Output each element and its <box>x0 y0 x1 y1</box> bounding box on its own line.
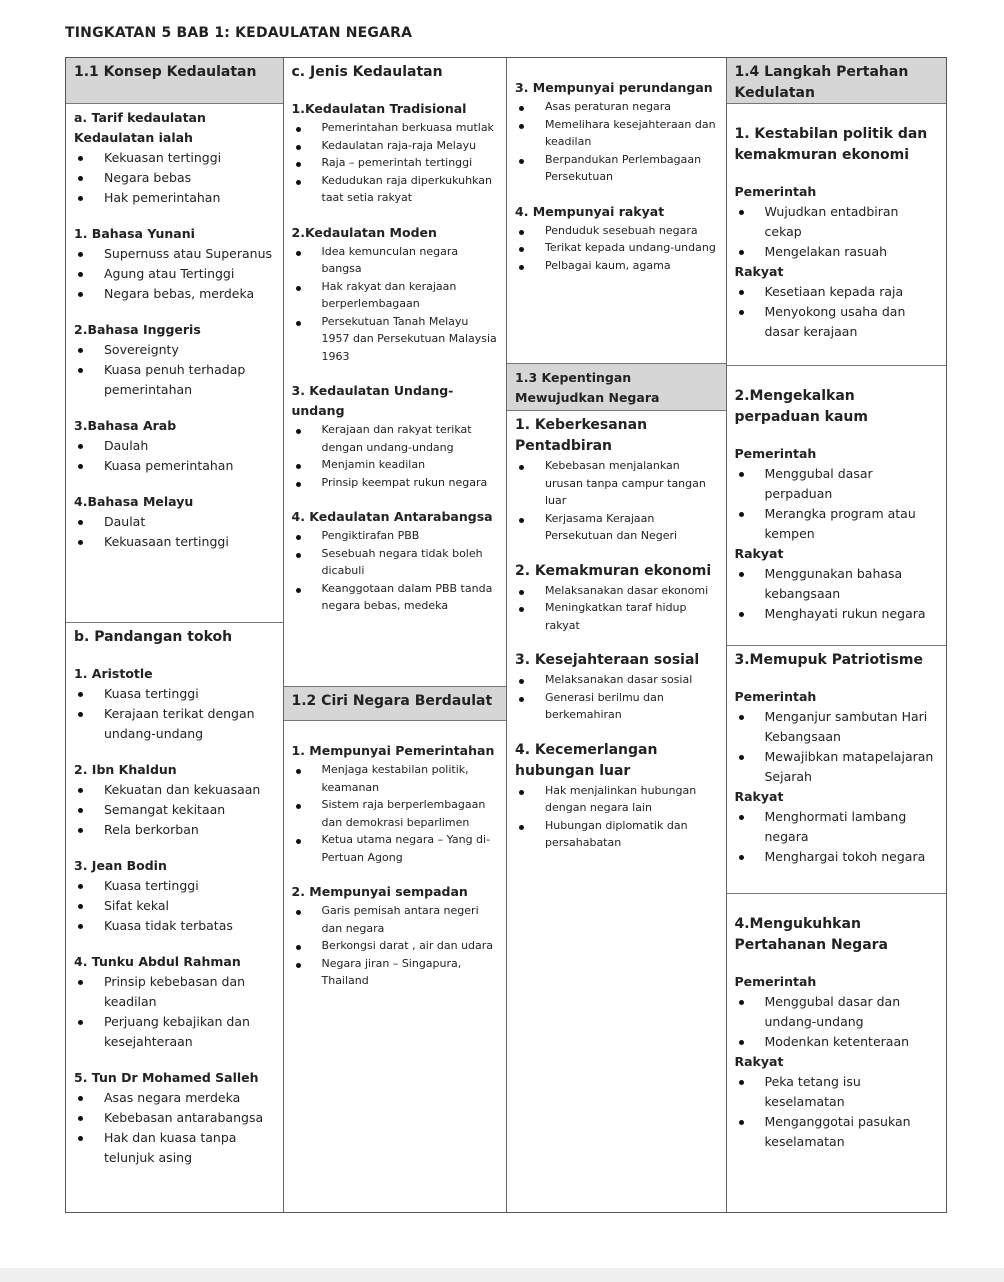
heading: 1.4 Langkah Pertahan Kedulatan <box>734 64 909 101</box>
bullet-item: Hak menjalinkan hubungan dengan negara lain <box>515 782 718 817</box>
bullet-item: Menjaga kestabilan politik, keamanan <box>292 761 499 796</box>
bullet-item: Asas negara merdeka <box>74 1088 275 1108</box>
spacer <box>292 365 499 381</box>
spacer <box>74 648 275 664</box>
bullet-item: Ketua utama negara – Yang di-Pertuan Agong <box>292 831 499 866</box>
bullet-item: Prinsip keempat rukun negara <box>292 474 499 492</box>
spacer <box>292 491 499 507</box>
heading: 4. Tunku Abdul Rahman <box>74 954 241 969</box>
bullet-item: Kuasa tertinggi <box>74 876 275 896</box>
heading: 3. Kedaulatan Undang-undang <box>291 383 454 418</box>
bullet-item: Kerajaan dan rakyat terikat dengan undang-undang <box>292 421 499 456</box>
heading: 1.Kedaulatan Tradisional <box>291 101 467 116</box>
heading: Rakyat <box>734 1054 784 1069</box>
spacer <box>735 898 939 914</box>
page-title: TINGKATAN 5 BAB 1: KEDAULATAN NEGARA <box>65 25 413 41</box>
spacer <box>292 725 499 741</box>
bullet-item: Negara bebas <box>74 168 275 188</box>
heading: 2.Mengekalkan perpaduan kaum <box>734 388 868 425</box>
bullet-item: Meningkatkan taraf hidup rakyat <box>515 599 718 634</box>
bullet-item: Wujudkan entadbiran cekap <box>735 202 939 242</box>
spacer <box>292 866 499 882</box>
bullet-item: Daulat <box>74 512 275 532</box>
bullet-item: Menjamin keadilan <box>292 456 499 474</box>
bullet-item: Peka tetang isu keselamatan <box>735 1072 939 1112</box>
bullet-item: Hubungan diplomatik dan persahabatan <box>515 817 718 852</box>
section <box>727 366 947 646</box>
spacer <box>74 1052 275 1068</box>
heading: 3. Mempunyai perundangan <box>515 80 713 95</box>
spacer <box>515 634 718 650</box>
section <box>284 721 507 1212</box>
heading: 1. Keberkesanan Pentadbiran <box>515 417 648 454</box>
section <box>507 411 726 1212</box>
spacer <box>735 166 939 182</box>
spacer <box>735 956 939 972</box>
bullet-item: Menggubal dasar dan undang-undang <box>735 992 939 1032</box>
heading: Rakyat <box>734 264 784 279</box>
spacer <box>735 370 939 386</box>
bullet-item: Kekuasaan tertinggi <box>74 532 275 552</box>
heading: Pemerintah <box>734 974 817 989</box>
bullet-item: Menghargai tokoh negara <box>735 847 939 867</box>
heading: 1.2 Ciri Negara Berdaulat <box>291 693 493 709</box>
bullet-item: Kuasa pemerintahan <box>74 456 275 476</box>
bullet-item: Penduduk sesebuah negara <box>515 222 718 240</box>
heading: 1. Mempunyai Pemerintahan <box>291 743 495 758</box>
heading: 1. Aristotle <box>74 666 153 681</box>
column-1 <box>66 58 284 1212</box>
bullet-item: Generasi berilmu dan berkemahiran <box>515 689 718 724</box>
bullet-item: Kesetiaan kepada raja <box>735 282 939 302</box>
bullet-item: Negara bebas, merdeka <box>74 284 275 304</box>
bullet-item: Menyokong usaha dan dasar kerajaan <box>735 302 939 342</box>
bullet-item: Hak dan kuasa tanpa telunjuk asing <box>74 1128 275 1168</box>
bullet-item: Kedudukan raja diperkukuhkan taat setia rakyat <box>292 172 499 207</box>
section-header <box>66 58 283 104</box>
bullet-item: Garis pemisah antara negeri dan negara <box>292 902 499 937</box>
section <box>727 894 947 1212</box>
spacer <box>74 840 275 856</box>
heading: 3.Bahasa Arab <box>74 418 177 433</box>
heading: 4. Kedaulatan Antarabangsa <box>291 509 493 524</box>
spacer <box>515 62 718 78</box>
bullet-item: Sistem raja berperlembagaan dan demokrasi beparlimen <box>292 796 499 831</box>
bullet-item: Kuasa tertinggi <box>74 684 275 704</box>
bullet-item: Pengiktirafan PBB <box>292 527 499 545</box>
bullet-item: Kekuatan dan kekuasaan <box>74 780 275 800</box>
bullet-item: Kerjasama Kerajaan Persekutuan dan Negeri <box>515 510 718 545</box>
column-2 <box>284 58 508 1212</box>
bullet-item: Memelihara kesejahteraan dan keadilan <box>515 116 718 151</box>
heading: Pemerintah <box>734 689 817 704</box>
bullet-item: Semangat kekitaan <box>74 800 275 820</box>
bullet-item: Sovereignty <box>74 340 275 360</box>
heading: Rakyat <box>734 789 784 804</box>
column-4 <box>727 58 947 1212</box>
heading: 3.Memupuk Patriotisme <box>734 652 923 668</box>
bullet-item: Merangka program atau kempen <box>735 504 939 544</box>
heading: 2. Ibn Khaldun <box>74 762 177 777</box>
heading: 4. Kecemerlangan hubungan luar <box>515 741 658 779</box>
bullet-item: Kerajaan terikat dengan undang-undang <box>74 704 275 744</box>
section <box>507 58 726 364</box>
notes-table <box>65 57 947 1213</box>
bullet-item: Mengelakan rasuah <box>735 242 939 262</box>
heading: a. Tarif kedaulatan <box>74 110 206 125</box>
bullet-item: Sifat kekal <box>74 896 275 916</box>
bullet-item: Menghormati lambang negara <box>735 807 939 847</box>
section <box>727 646 947 894</box>
heading: c. Jenis Kedaulatan <box>291 64 443 80</box>
spacer <box>735 671 939 687</box>
heading: 4.Mengukuhkan Pertahanan Negara <box>734 916 889 953</box>
bullet-item: Melaksanakan dasar ekonomi <box>515 582 718 600</box>
spacer <box>292 207 499 223</box>
bullet-item: Kekuasan tertinggi <box>74 148 275 168</box>
spacer <box>74 304 275 320</box>
heading: 5. Tun Dr Mohamed Salleh <box>74 1070 259 1085</box>
heading: b. Pandangan tokoh <box>74 629 233 645</box>
bullet-item: Idea kemunculan negara bangsa <box>292 243 499 278</box>
bullet-item: Menggubal dasar perpaduan <box>735 464 939 504</box>
bullet-item: Berkongsi darat , air dan udara <box>292 937 499 955</box>
section <box>727 104 947 366</box>
heading: 4. Mempunyai rakyat <box>515 203 665 219</box>
bullet-item: Menganjur sambutan Hari Kebangsaan <box>735 707 939 747</box>
column-3 <box>507 58 727 1212</box>
bullet-item: Prinsip kebebasan dan keadilan <box>74 972 275 1012</box>
bullet-item: Keanggotaan dalam PBB tanda negara bebas, medeka <box>292 580 499 615</box>
spacer <box>74 476 275 492</box>
heading: 4.Bahasa Melayu <box>74 494 194 509</box>
bullet-item: Kuasa tidak terbatas <box>74 916 275 936</box>
spacer <box>74 744 275 760</box>
bullet-item: Pelbagai kaum, agama <box>515 257 718 275</box>
spacer <box>74 208 275 224</box>
heading: 2.Bahasa Inggeris <box>74 322 201 337</box>
spacer <box>74 936 275 952</box>
bullet-item: Kuasa penuh terhadap pemerintahan <box>74 360 275 400</box>
bullet-item: Sesebuah negara tidak boleh dicabuli <box>292 545 499 580</box>
bullet-item: Modenkan ketenteraan <box>735 1032 939 1052</box>
heading: 1. Kestabilan politik dan kemakmuran ekonomi <box>734 126 928 163</box>
bullet-item: Berpandukan Perlembagaan Persekutuan <box>515 151 718 186</box>
bullet-item: Negara jiran – Singapura, Thailand <box>292 955 499 990</box>
bullet-item: Asas peraturan negara <box>515 98 718 116</box>
bullet-item: Pemerintahan berkuasa mutlak <box>292 119 499 137</box>
spacer <box>515 545 718 561</box>
bullet-item: Kebebasan antarabangsa <box>74 1108 275 1128</box>
bullet-item: Kebebasan menjalankan urusan tanpa campur tangan luar <box>515 457 718 510</box>
bullet-item: Agung atau Tertinggi <box>74 264 275 284</box>
bullet-item: Hak rakyat dan kerajaan berperlembagaan <box>292 278 499 313</box>
section-header <box>284 687 507 721</box>
bullet-item: Daulah <box>74 436 275 456</box>
heading: Rakyat <box>734 546 784 561</box>
heading: Kedaulatan ialah <box>74 130 193 145</box>
bullet-item: Rela berkorban <box>74 820 275 840</box>
spacer <box>292 83 499 99</box>
bullet-item: Mewajibkan matapelajaran Sejarah <box>735 747 939 787</box>
heading: 2. Mempunyai sempadan <box>291 884 468 899</box>
spacer <box>515 186 718 202</box>
bullet-item: Menghayati rukun negara <box>735 604 939 624</box>
heading: 1.1 Konsep Kedaulatan <box>74 64 257 80</box>
section-header <box>727 58 947 104</box>
heading: Pemerintah <box>734 446 817 461</box>
heading: Pemerintah <box>734 184 817 199</box>
section <box>66 623 283 1212</box>
bullet-item: Menggunakan bahasa kebangsaan <box>735 564 939 604</box>
heading: 3. Kesejahteraan sosial <box>515 652 700 668</box>
heading: 1. Bahasa Yunani <box>74 226 195 241</box>
page-bottom-edge <box>0 1268 1004 1282</box>
bullet-item: Persekutuan Tanah Melayu 1957 dan Persekutuan Malaysia 1963 <box>292 313 499 366</box>
bullet-item: Hak pemerintahan <box>74 188 275 208</box>
section <box>66 104 283 623</box>
bullet-item: Kedaulatan raja-raja Melayu <box>292 137 499 155</box>
bullet-item: Raja – pemerintah tertinggi <box>292 154 499 172</box>
spacer <box>74 400 275 416</box>
bullet-item: Terikat kepada undang-undang <box>515 239 718 257</box>
bullet-item: Melaksanakan dasar sosial <box>515 671 718 689</box>
spacer <box>735 108 939 124</box>
section <box>284 58 507 687</box>
bullet-item: Perjuang kebajikan dan kesejahteraan <box>74 1012 275 1052</box>
heading: 2. Kemakmuran ekonomi <box>515 562 712 579</box>
spacer <box>515 724 718 740</box>
section-header <box>507 364 726 411</box>
heading: 1.3 Kepentingan Mewujudkan Negara <box>515 370 660 405</box>
heading: 3. Jean Bodin <box>74 858 167 873</box>
bullet-item: Menganggotai pasukan keselamatan <box>735 1112 939 1152</box>
spacer <box>735 428 939 444</box>
bullet-item: Supernuss atau Superanus <box>74 244 275 264</box>
heading: 2.Kedaulatan Moden <box>291 224 437 240</box>
